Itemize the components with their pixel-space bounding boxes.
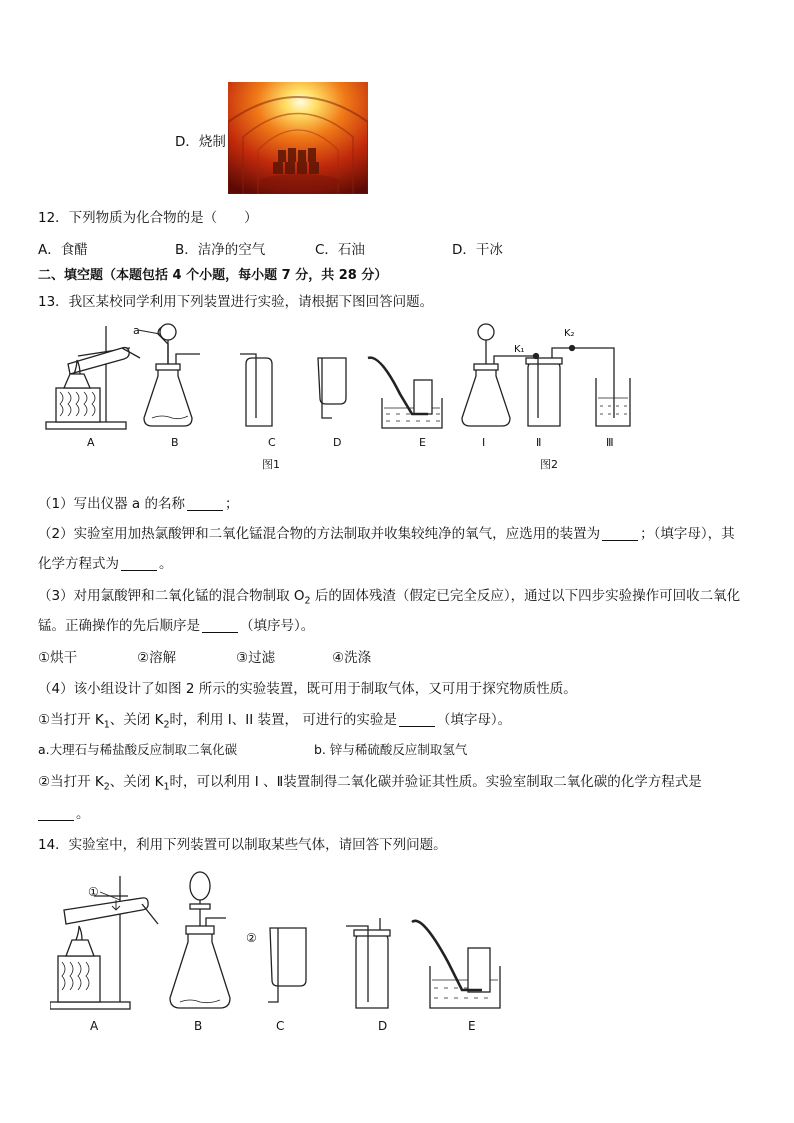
fig1-apparatus-c	[240, 354, 272, 426]
step-filter: ③过滤	[236, 650, 276, 666]
q12-option-b: B．洁净的空气	[175, 242, 266, 258]
q13-part3-line1: （3）对用氯酸钾和二氧化锰的混合物制取 $O_2$ 后的固体残渣（假定已完全反应），通过以下四步实验操作可回收二氧化	[38, 588, 741, 607]
answer-blank[interactable]	[121, 569, 157, 571]
answer-blank[interactable]	[602, 539, 638, 541]
svg-text:K₁: K₁	[514, 344, 525, 355]
q14-apparatus-figure	[50, 862, 520, 1038]
fig1-caption: 图1	[262, 458, 280, 471]
q13-part4-1: ①当打开 $K_1$、关闭 $K_2$时，利用 I、II 装置， 可进行的实验是 （填字母）。	[38, 712, 512, 731]
q14-label-c: C	[276, 1019, 285, 1033]
marker-1: ①	[88, 885, 99, 899]
q13-part4: （4）该小组设计了如图 2 所示的实验装置，既可用于制取气体，又可用于探究物质性质。	[38, 681, 577, 697]
fig1-label-d: D	[333, 436, 342, 449]
q14-label-d: D	[378, 1019, 388, 1033]
fig1-label-a: A	[87, 436, 95, 449]
q13-part1: （1）写出仪器 a 的名称 ；	[38, 496, 239, 512]
fig1-apparatus-b	[133, 324, 200, 426]
q14-apparatus-a	[50, 876, 158, 1009]
fig2-label-3: Ⅲ	[606, 436, 614, 449]
fig1-label-e: E	[419, 436, 426, 449]
q13-stem: 13．我区某校同学利用下列装置进行实验，请根据下图回答问题。	[38, 294, 434, 310]
section2-heading: 二、填空题（本题包括 4 个小题，每小题 7 分，共 28 分）	[38, 268, 388, 283]
q14-label-b: B	[194, 1019, 203, 1033]
fig1-apparatus-e	[368, 358, 442, 428]
step-wash: ④洗涤	[332, 650, 372, 666]
fig2-apparatus-1	[462, 324, 538, 426]
choice-b: b. 锌与稀硫酸反应制取氢气	[314, 742, 468, 757]
q13-part4-2-answer: 。	[38, 802, 90, 822]
q13-part4-2: ②当打开 $K_2$、关闭 $K_1$时，可以利用 I 、Ⅱ装置制得二氧化碳并验证其性质。实验室制取二氧化碳的化学方程式是	[38, 774, 702, 793]
fig2-label-1: Ⅰ	[482, 436, 486, 449]
q12-option-a: A．食醋	[38, 242, 88, 258]
fig1-label-c: C	[268, 436, 276, 449]
q13-part3-line2: 锰。正确操作的先后顺序是 （填序号）。	[38, 618, 315, 634]
fig2-caption: 图2	[540, 458, 558, 471]
q14-label-e: E	[468, 1019, 476, 1033]
fig2-label-2: Ⅱ	[536, 436, 542, 449]
choice-a: a.大理石与稀盐酸反应制取二氧化碳	[38, 742, 238, 757]
q13-part2-line2: 化学方程式为 。	[38, 556, 173, 572]
marker-2: ②	[246, 931, 257, 945]
q13-apparatus-figure	[40, 318, 640, 476]
q14-apparatus-e	[412, 921, 500, 1008]
fig1-label-b: B	[171, 436, 179, 449]
answer-blank[interactable]	[38, 819, 74, 821]
svg-text:K₂: K₂	[564, 328, 575, 339]
answer-blank[interactable]	[202, 631, 238, 633]
q14-apparatus-d	[346, 918, 390, 1008]
kiln-photo	[228, 82, 368, 194]
q12-option-c: C．石油	[315, 242, 365, 258]
fig1-apparatus-d	[318, 358, 346, 418]
q13-part2-line1: （2）实验室用加热氯酸钾和二氧化锰混合物的方法制取并收集较纯净的氧气，应选用的装置为 ；（填字母），其	[38, 526, 735, 542]
fig2-apparatus-3	[596, 378, 630, 426]
fig1-apparatus-a	[46, 326, 140, 429]
q12-stem: 12．下列物质为化合物的是（ ）	[38, 210, 258, 226]
q14-apparatus-b	[170, 872, 230, 1008]
fig2-apparatus-2	[514, 328, 614, 426]
q12-option-d: D．干冰	[452, 242, 503, 258]
q14-label-a: A	[90, 1019, 99, 1033]
answer-blank[interactable]	[187, 509, 223, 511]
step-dissolve: ②溶解	[137, 650, 177, 666]
q14-stem: 14．实验室中，利用下列装置可以制取某些气体，请回答下列问题。	[38, 837, 447, 853]
q14-apparatus-c	[246, 928, 306, 1002]
step-dry: ①烘干	[38, 650, 78, 666]
svg-text:a: a	[133, 324, 140, 337]
q11-option-d-label: D．烧制	[175, 134, 226, 150]
answer-blank[interactable]	[399, 725, 435, 727]
